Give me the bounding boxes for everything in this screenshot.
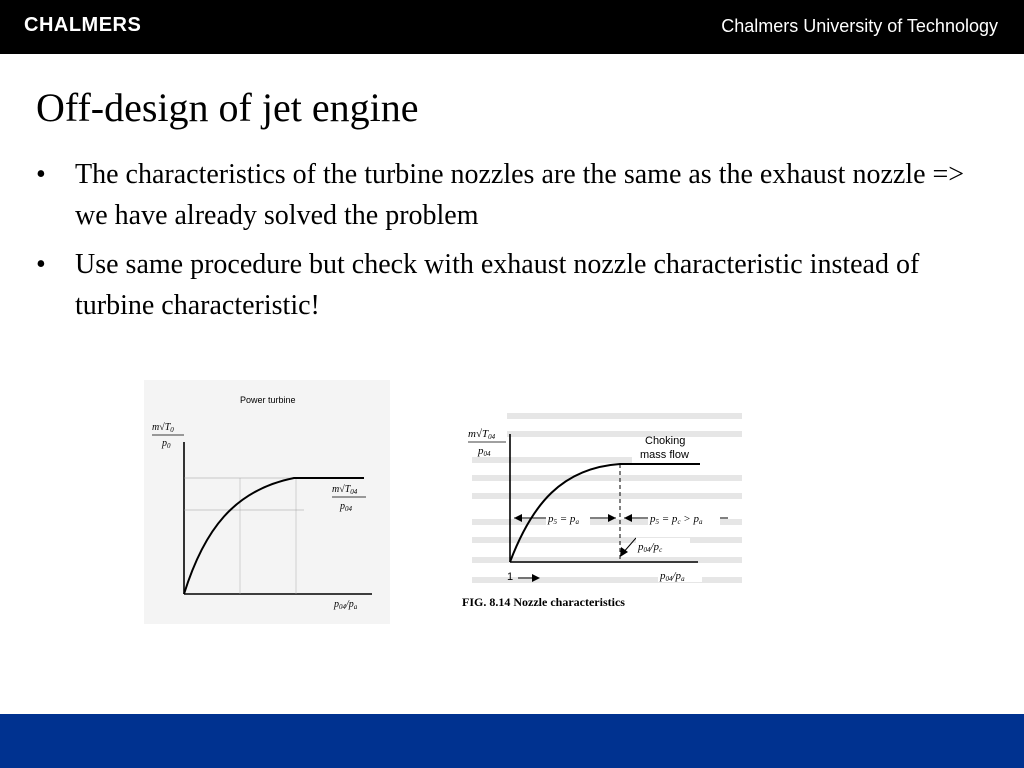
power-turbine-figure bbox=[144, 380, 390, 624]
header-bar bbox=[0, 0, 1024, 54]
y-axis-numerator: $m√T_0$ bbox=[152, 422, 174, 434]
subcritical-region-label: p5 = pa bbox=[548, 513, 579, 526]
x-axis-label: $p_{04}/p_a$ bbox=[334, 599, 358, 611]
choked-region-label: p5 = pc > pa bbox=[650, 513, 703, 526]
bullet-dot: • bbox=[36, 249, 46, 280]
bullet-list bbox=[36, 154, 986, 334]
slide-title: Off-design of jet engine bbox=[36, 85, 419, 130]
figure-caption: FIG. 8.14 Nozzle characteristics bbox=[462, 595, 625, 609]
mass-flow-label: mass flow bbox=[640, 449, 689, 461]
power-turbine-title: Power turbine bbox=[240, 395, 296, 405]
nozzle-characteristics-diagram bbox=[452, 404, 744, 620]
institution-name: Chalmers University of Technology bbox=[721, 16, 998, 36]
choking-label: Choking bbox=[645, 435, 686, 447]
footer-bar bbox=[0, 714, 1024, 768]
bullet-item bbox=[36, 154, 986, 236]
curve-label-denominator: $p_{04}$ bbox=[340, 501, 352, 513]
x-origin-label: 1 bbox=[507, 571, 514, 583]
critical-ratio-label: p04/pc bbox=[638, 541, 663, 554]
figure-background bbox=[144, 380, 390, 624]
chalmers-logo: CHALMERS bbox=[24, 14, 142, 36]
y-axis-denominator: $p_0$ bbox=[162, 438, 171, 450]
bullet-text: The characteristics of the turbine nozzles are the same as the exhaust nozzle => we have already solved the problem bbox=[75, 159, 965, 231]
bullet-item bbox=[36, 244, 986, 326]
curve-label-numerator: $m√T_{04}$ bbox=[332, 484, 358, 496]
bullet-dot: • bbox=[36, 159, 46, 190]
bullet-text: Use same procedure but check with exhaust nozzle characteristic instead of turbine characteristic! bbox=[75, 249, 920, 321]
y-axis-denominator: p04 bbox=[478, 445, 491, 458]
power-turbine-diagram bbox=[144, 380, 390, 624]
y-axis-numerator: m√T04 bbox=[468, 428, 496, 441]
nozzle-characteristics-figure bbox=[452, 404, 744, 620]
x-axis-label: p04/pa bbox=[660, 570, 685, 583]
